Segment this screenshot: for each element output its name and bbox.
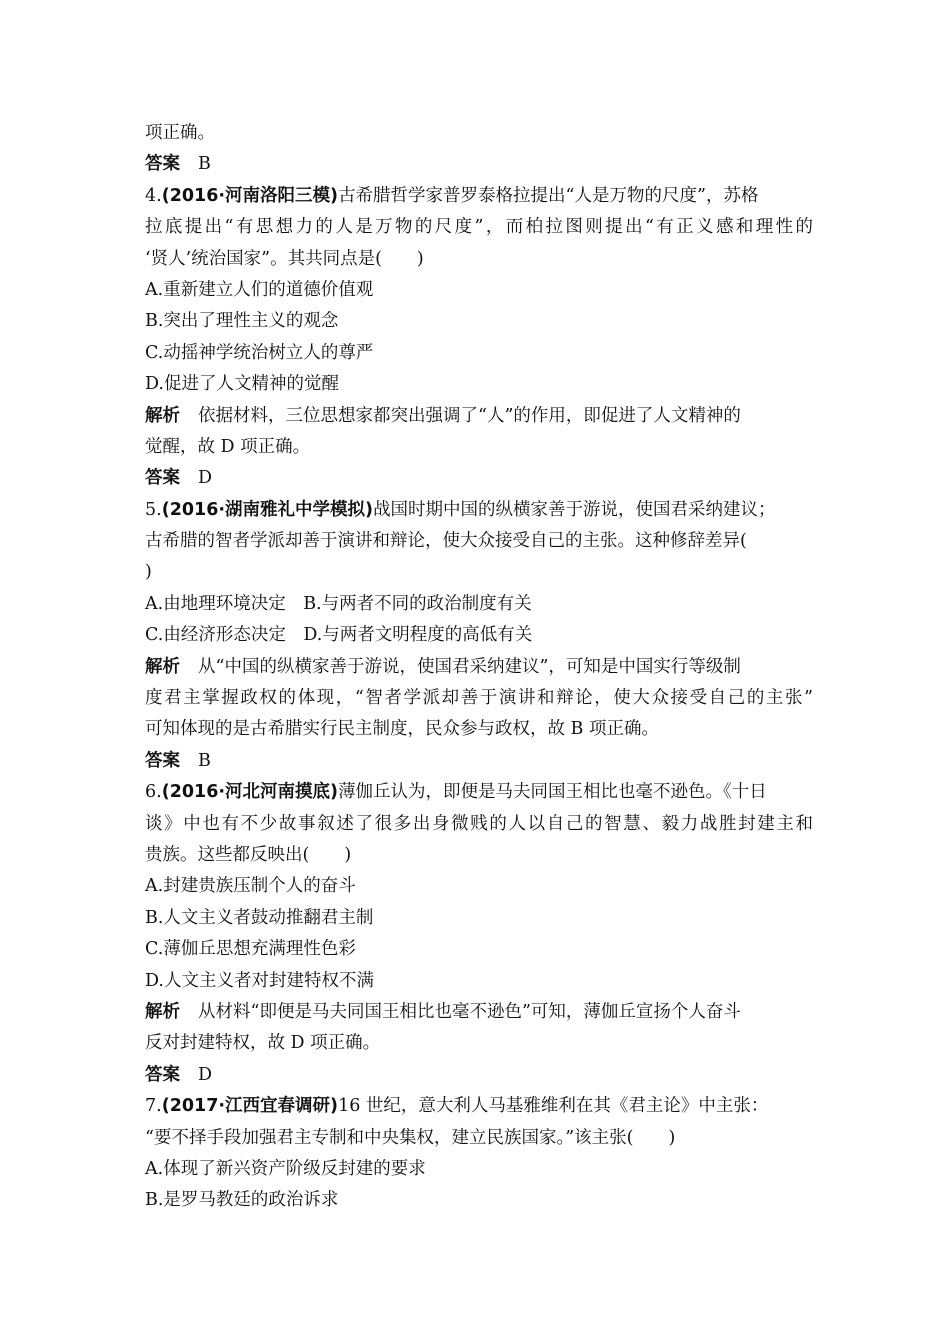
explanation-label: 解析 [145,1001,180,1022]
question-number: 6. [145,782,162,803]
question-6-line-3: 贵族。这些都反映出( ) [145,844,352,865]
explanation-label: 解析 [145,405,180,426]
explanation-6-line-1 [145,997,813,1028]
options-ab: A.由地理环境决定 B.与两者不同的政治制度有关 [145,593,532,614]
answer-3 [145,149,813,180]
question-7-line-2: “要不择手段加强君主专制和中央集权，建立民族国家。”该主张( ) [145,1127,676,1148]
text: 从“中国的纵横家善于游说，使国君采纳建议”，可知是中国实行等级制 [198,656,741,677]
option-c: C.动摇神学统治树立人的尊严 [145,342,374,363]
question-5-line-2: 古希腊的智者学派却善于演讲和辩论，使大众接受自己的主张。这种修辞差异( [145,531,747,552]
text-line [145,118,813,149]
question-source: (2017·江西宜春调研) [161,1096,339,1117]
question-source: (2016·河北河南摸底) [161,782,339,803]
answer-label: 答案 [145,154,180,175]
option-c: C.薄伽丘思想充满理性色彩 [145,939,356,960]
question-source: (2016·湖南雅礼中学模拟) [161,499,374,520]
option-a: A.体现了新兴资产阶级反封建的要求 [145,1158,426,1179]
question-6-line-2: 谈》中也有不少故事叙述了很多出身微贱的人以自己的智慧、毅力战胜封建主和 [145,813,813,834]
explanation-6-line-2: 反对封建特权，故 D 项正确。 [145,1033,381,1054]
option-a: A.重新建立人们的道德价值观 [145,279,374,300]
answer-label: 答案 [145,750,180,771]
answer-value: B [198,154,211,175]
option-d: D.人文主义者对封建特权不满 [145,970,374,991]
explanation-4-line-1 [145,401,813,432]
answer-label: 答案 [145,468,180,489]
explanation-5-line-2: 度君主掌握政权的体现，“智者学派却善于演讲和辩论，使大众接受自己的主张” [145,688,813,709]
question-7-line-1 [145,1091,813,1122]
explanation-5-line-3: 可知体现的是古希腊实行民主制度，民众参与政权，故 B 项正确。 [145,719,659,740]
options-cd: C.由经济形态决定 D.与两者文明程度的高低有关 [145,625,533,646]
option-a: A.封建贵族压制个人的奋斗 [145,876,356,897]
question-4-line-3: ‘贤人’统治国家”。其共同点是( ) [145,248,424,269]
answer-value: D [198,468,213,489]
answer-value: B [198,750,211,771]
text: 薄伽丘认为，即便是马夫同国王相比也毫不逊色。《十日 [338,782,767,803]
question-number: 5. [145,499,162,520]
text: 16 世纪，意大利人马基雅维利在其《君主论》中主张： [338,1096,769,1117]
question-number: 7. [145,1096,162,1117]
answer-6 [145,1060,813,1091]
explanation-4-line-2: 觉醒，故 D 项正确。 [145,436,311,457]
question-source: (2016·河南洛阳三模) [161,185,339,206]
option-b: B.是罗马教廷的政治诉求 [145,1190,339,1211]
option-d: D.促进了人文精神的觉醒 [145,374,339,395]
text: 古希腊哲学家普罗泰格拉提出“人是万物的尺度”，苏格 [338,185,759,206]
question-number: 4. [145,185,162,206]
question-5-line-1 [145,495,813,526]
text: 从材料“即便是马夫同国王相比也毫不逊色”可知，薄伽丘宣扬个人奋斗 [198,1001,741,1022]
explanation-label: 解析 [145,656,180,677]
text: 依据材料，三位思想家都突出强调了“人”的作用，即促进了人文精神的 [198,405,741,426]
explanation-5-line-1 [145,652,813,683]
question-4-line-1 [145,181,813,212]
document-page [145,118,813,1217]
answer-value: D [198,1064,213,1085]
answer-4 [145,463,813,494]
answer-label: 答案 [145,1064,180,1085]
text: 项正确。 [145,123,215,143]
question-4-line-2: 拉底提出“有思想力的人是万物的尺度”，而柏拉图则提出“有正义感和理性的 [145,217,813,238]
option-b: B.突出了理性主义的观念 [145,311,339,332]
text: 战国时期中国的纵横家善于游说，使国君采纳建议； [373,499,776,520]
question-6-line-1 [145,777,813,808]
option-b: B.人文主义者鼓动推翻君主制 [145,907,374,928]
answer-5 [145,746,813,777]
question-5-line-3: ) [145,562,152,583]
